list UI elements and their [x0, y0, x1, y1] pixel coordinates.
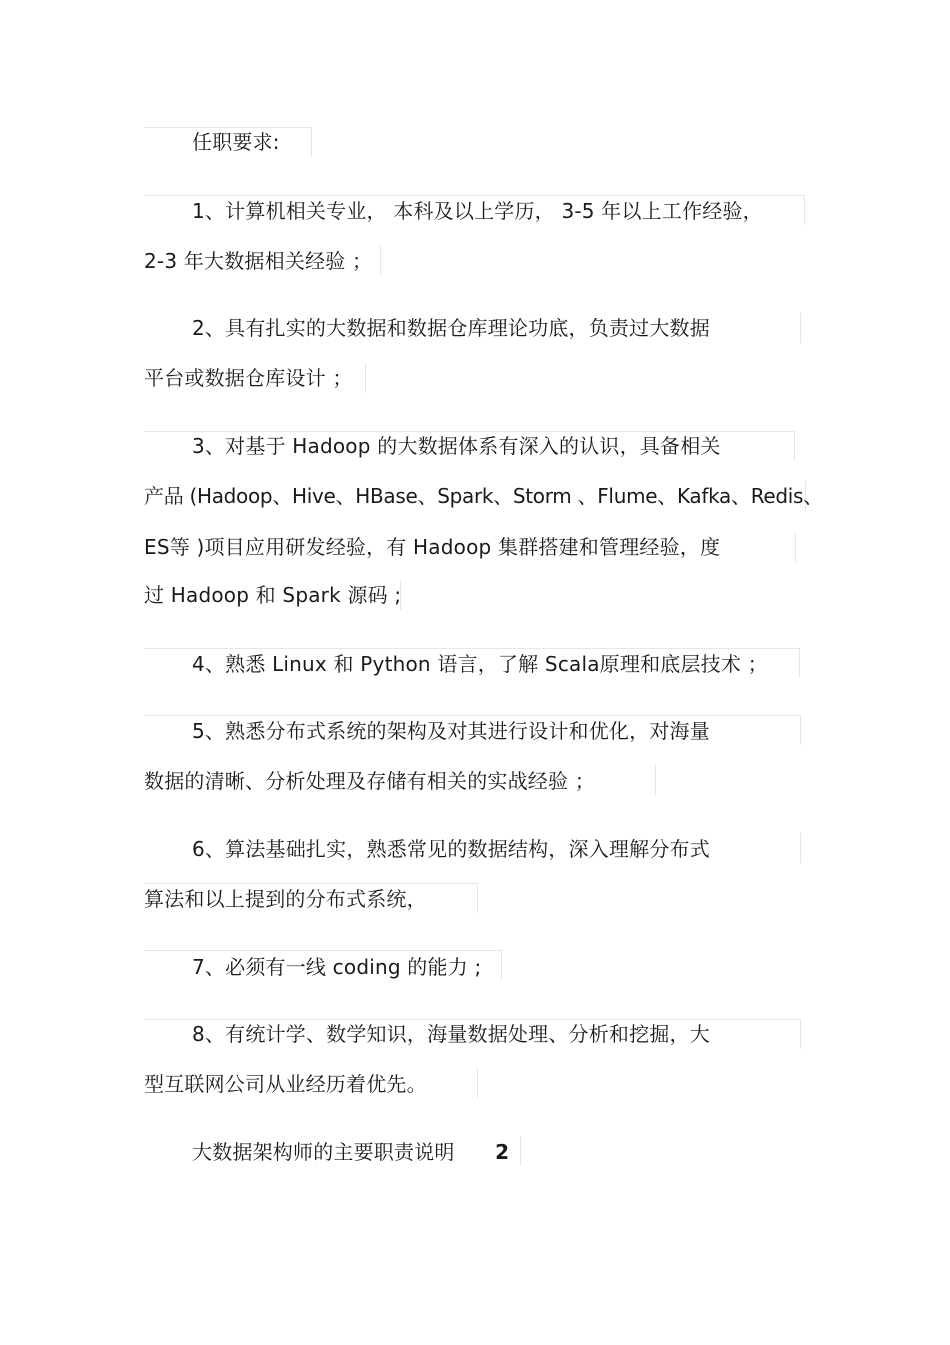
requirement-5-line-2: 数据的清晰、分析处理及存储有相关的实战经验 ； [144, 769, 595, 793]
requirement-3-line-1: 3、对基于 Hadoop 的大数据体系有深入的认识，具备相关 [192, 434, 721, 458]
requirement-4-line-1: 4、熟悉 Linux 和 Python 语言，了解 Scala原理和底层技术 ； [192, 652, 768, 676]
requirement-3-line-2: 产品 (Hadoop、Hive、HBase、Spark、Storm 、Flume、Kafka、Redis、 [144, 484, 823, 508]
requirement-2-line-1: 2、具有扎实的大数据和数据仓库理论功底，负责过大数据 [192, 316, 710, 340]
next-section-title-text: 大数据架构师的主要职责说明 [192, 1140, 455, 1164]
outline-mark [365, 363, 366, 393]
requirement-3-line-3: ES等 )项目应用研发经验，有 Hadoop 集群搭建和管理经验，度 [144, 535, 721, 559]
requirement-2-line-2: 平台或数据仓库设计 ； [144, 366, 353, 390]
next-section-title [192, 1138, 509, 1166]
requirement-1-line-2: 2-3 年大数据相关经验 ； [144, 249, 373, 273]
outline-mark [477, 1068, 478, 1098]
requirement-5-line-1: 5、熟悉分布式系统的架构及对其进行设计和优化，对海量 [192, 719, 710, 743]
requirement-8-line-2: 型互联网公司从业经历着优先。 [144, 1072, 427, 1096]
outline-mark [520, 1136, 521, 1166]
requirement-1-line-1: 1、计算机相关专业， 本科及以上学历， 3-5 年以上工作经验， [192, 199, 763, 223]
next-section-number: 2 [495, 1140, 510, 1164]
outline-mark [800, 313, 801, 343]
outline-mark [795, 532, 796, 562]
requirement-3-line-4: 过 Hadoop 和 Spark 源码 ; [144, 583, 402, 607]
section-heading: 任职要求: [192, 130, 280, 154]
requirement-6-line-2: 算法和以上提到的分布式系统， [144, 887, 427, 911]
outline-mark [800, 833, 801, 863]
requirement-6-line-1: 6、算法基础扎实，熟悉常见的数据结构，深入理解分布式 [192, 837, 710, 861]
outline-mark [655, 765, 656, 795]
requirement-7-line-1: 7、必须有一线 coding 的能力 ; [192, 955, 482, 979]
requirement-8-line-1: 8、有统计学、数学知识，海量数据处理、分析和挖掘，大 [192, 1022, 710, 1046]
outline-mark [380, 246, 381, 276]
